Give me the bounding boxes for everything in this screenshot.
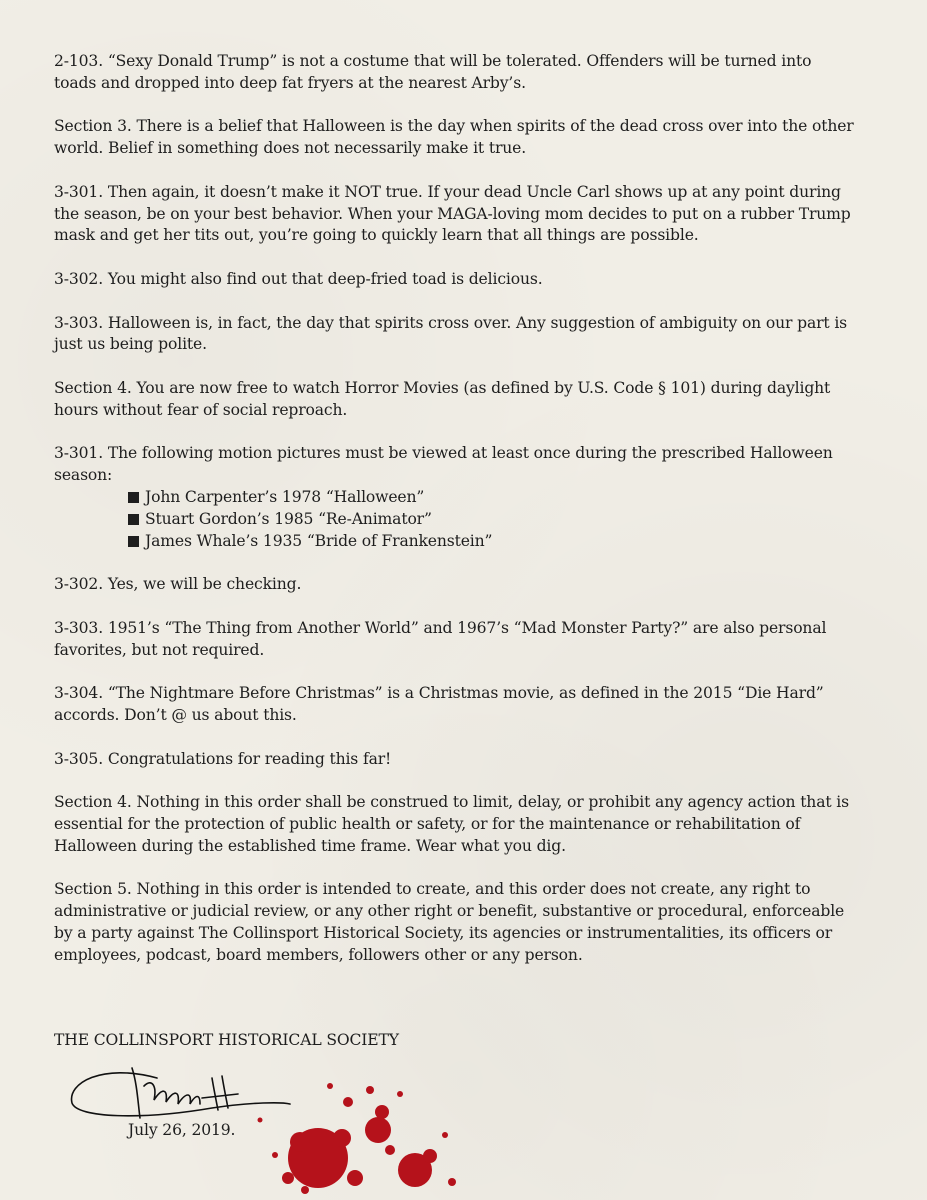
document-body bbox=[54, 51, 854, 988]
paragraph: 3-303. Halloween is, in fact, the day that spirits cross over. Any suggestion of ambiguity on our part is just us being polite. bbox=[54, 313, 848, 354]
paragraph: 3-301. Then again, it doesn’t make it NOT true. If your dead Uncle Carl shows up at any point during the season, be on your best behavior. When your MAGA-loving mom decides to put on a rubber Trump mask and get her tits out, you’re going to quickly learn that all things are possible. bbox=[54, 182, 851, 245]
movie-list bbox=[128, 487, 854, 552]
handwritten-signature bbox=[62, 1058, 292, 1128]
signatory-name: THE COLLINSPORT HISTORICAL SOCIETY bbox=[54, 1031, 399, 1049]
paragraph: Section 3. There is a belief that Halloween is the day when spirits of the dead cross over into the other world. Belief in something does not necessarily make it true. bbox=[54, 117, 854, 158]
paragraph: 3-303. 1951’s “The Thing from Another World” and 1967’s “Mad Monster Party?” are also personal favorites, but not required. bbox=[54, 618, 827, 659]
square-bullet-icon bbox=[128, 536, 139, 547]
paragraph: 3-302. Yes, we will be checking. bbox=[54, 575, 302, 594]
movie-title: Stuart Gordon’s 1985 “Re-Animator” bbox=[145, 509, 432, 528]
paragraph: Section 5. Nothing in this order is intended to create, and this order does not create, any right to administrative or judicial review, or any other right or benefit, substantive or procedural, enforceable by a party against The Collinsport Historical Society, its agencies or instrumentalities, its officers or employees, podcast, board members, followers other or any person. bbox=[54, 880, 845, 964]
paragraph: 2-103. “Sexy Donald Trump” is not a costume that will be tolerated. Offenders will be turned into toads and dropped into deep fat fryers at the nearest Arby’s. bbox=[54, 52, 812, 92]
signature-date: July 26, 2019. bbox=[128, 1121, 236, 1139]
list-item bbox=[128, 509, 854, 531]
movie-title: John Carpenter’s 1978 “Halloween” bbox=[145, 487, 425, 506]
paragraph: 3-305. Congratulations for reading this far! bbox=[54, 749, 392, 768]
square-bullet-icon bbox=[128, 492, 139, 503]
paragraph: 3-302. You might also find out that deep-fried toad is delicious. bbox=[54, 269, 543, 288]
movie-title: James Whale’s 1935 “Bride of Frankenstein” bbox=[145, 531, 493, 550]
paragraph: Section 4. You are now free to watch Horror Movies (as defined by U.S. Code § 101) during daylight hours without fear of social reproach. bbox=[54, 378, 831, 419]
list-item bbox=[128, 487, 854, 509]
paragraph: Section 4. Nothing in this order shall be construed to limit, delay, or prohibit any agency action that is essential for the protection of public health or safety, or for the maintenance or rehabilitation of Halloween during the established time frame. Wear what you dig. bbox=[54, 793, 849, 855]
paragraph: 3-304. “The Nightmare Before Christmas” is a Christmas movie, as defined in the 2015 “Die Hard” accords. Don’t @ us about this. bbox=[54, 684, 824, 724]
paragraph: 3-301. The following motion pictures must be viewed at least once during the prescribed Halloween season: bbox=[54, 444, 833, 485]
square-bullet-icon bbox=[128, 514, 139, 525]
list-item bbox=[128, 531, 854, 553]
